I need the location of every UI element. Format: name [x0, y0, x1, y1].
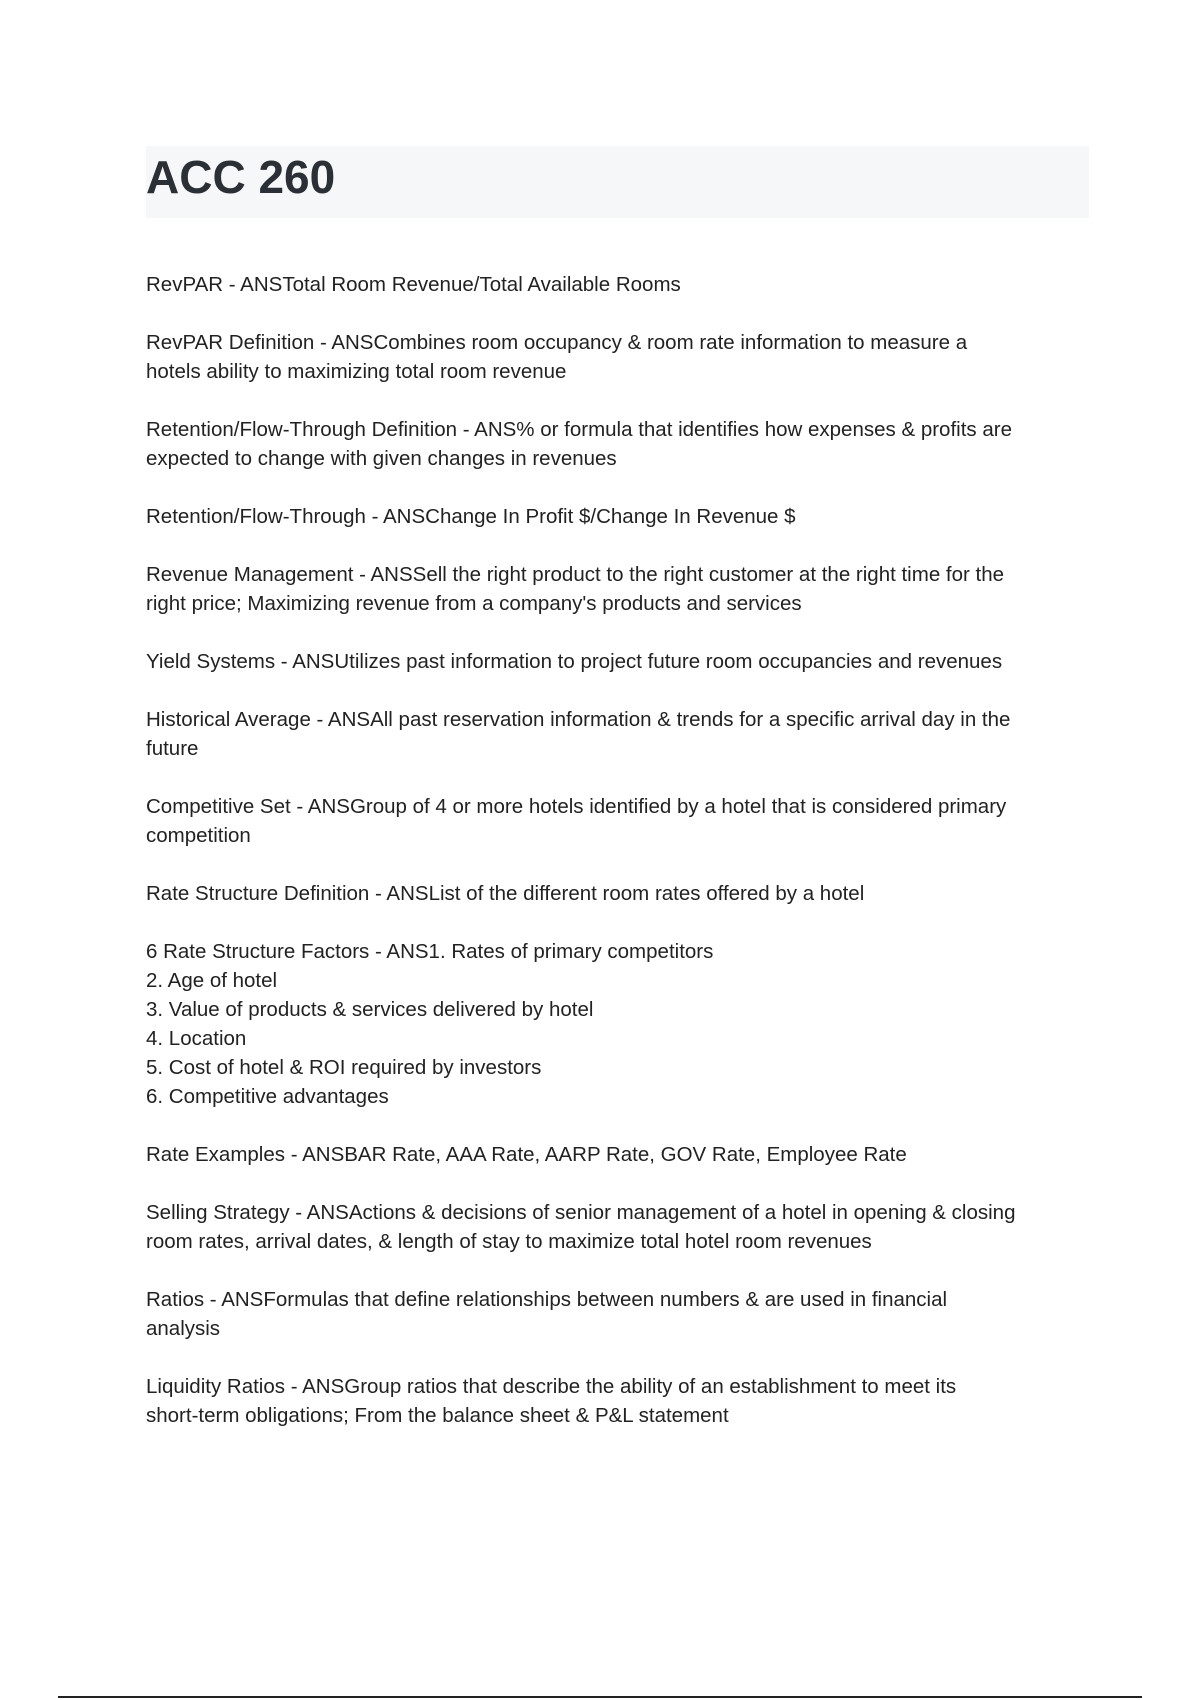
flashcard-entry: [146, 502, 1096, 531]
entry-text-line: Revenue Management - ANSSell the right product to the right customer at the right time for the: [146, 563, 1005, 586]
entry-text-line: RevPAR Definition - ANSCombines room occupancy & room rate information to measure a: [146, 331, 968, 354]
entry-text-line: Competitive Set - ANSGroup of 4 or more hotels identified by a hotel that is considered primary: [146, 795, 1007, 818]
entry-text-line: RevPAR - ANSTotal Room Revenue/Total Available Rooms: [146, 273, 681, 296]
flashcard-entry: [146, 705, 1096, 763]
flashcard-entry: [146, 1198, 1096, 1256]
flashcard-entry: [146, 270, 1096, 299]
entry-text-line: Yield Systems - ANSUtilizes past information to project future room occupancies and revenues: [146, 650, 1003, 673]
title-banner: [146, 146, 1089, 218]
flashcard-entry: [146, 415, 1096, 473]
entry-text-line: competition: [146, 824, 251, 847]
entry-text-line: Retention/Flow-Through - ANSChange In Profit $/Change In Revenue $: [146, 505, 796, 528]
entry-text-line: room rates, arrival dates, & length of stay to maximize total hotel room revenues: [146, 1230, 872, 1253]
flashcard-entry: [146, 1140, 1096, 1169]
flashcard-entry: [146, 560, 1096, 618]
entry-text-line: 6. Competitive advantages: [146, 1085, 389, 1108]
flashcard-entry: [146, 647, 1096, 676]
entry-text-line: 3. Value of products & services delivered by hotel: [146, 998, 594, 1021]
entry-text-line: Liquidity Ratios - ANSGroup ratios that describe the ability of an establishment to meet its: [146, 1375, 957, 1398]
flashcard-entry: [146, 937, 1096, 1111]
flashcard-entry: [146, 1372, 1096, 1430]
entry-text-line: future: [146, 737, 199, 760]
flashcard-entry: [146, 792, 1096, 850]
page-title: ACC 260: [146, 151, 336, 203]
entry-text-line: short-term obligations; From the balance sheet & P&L statement: [146, 1404, 729, 1427]
entry-text-line: 2. Age of hotel: [146, 969, 278, 992]
entry-text-line: Historical Average - ANSAll past reservation information & trends for a specific arrival day in the: [146, 708, 1011, 731]
entry-text-line: Rate Structure Definition - ANSList of the different room rates offered by a hotel: [146, 882, 865, 905]
entry-text-line: right price; Maximizing revenue from a company's products and services: [146, 592, 802, 615]
footer-divider: [58, 1696, 1142, 1698]
flashcard-list: [146, 270, 1096, 1459]
entry-text-line: Retention/Flow-Through Definition - ANS% or formula that identifies how expenses & profits are: [146, 418, 1012, 441]
flashcard-entry: [146, 1285, 1096, 1343]
entry-text-line: Selling Strategy - ANSActions & decisions of senior management of a hotel in opening & closing: [146, 1201, 1016, 1224]
entry-text-line: Ratios - ANSFormulas that define relationships between numbers & are used in financial: [146, 1288, 948, 1311]
flashcard-entry: [146, 328, 1096, 386]
entry-text-line: hotels ability to maximizing total room revenue: [146, 360, 567, 383]
flashcard-entry: [146, 879, 1096, 908]
entry-text-line: 4. Location: [146, 1027, 247, 1050]
entry-text-line: 5. Cost of hotel & ROI required by investors: [146, 1056, 542, 1079]
entry-text-line: 6 Rate Structure Factors - ANS1. Rates of primary competitors: [146, 940, 714, 963]
entry-text-line: analysis: [146, 1317, 221, 1340]
entry-text-line: expected to change with given changes in revenues: [146, 447, 617, 470]
entry-text-line: Rate Examples - ANSBAR Rate, AAA Rate, AARP Rate, GOV Rate, Employee Rate: [146, 1143, 907, 1166]
